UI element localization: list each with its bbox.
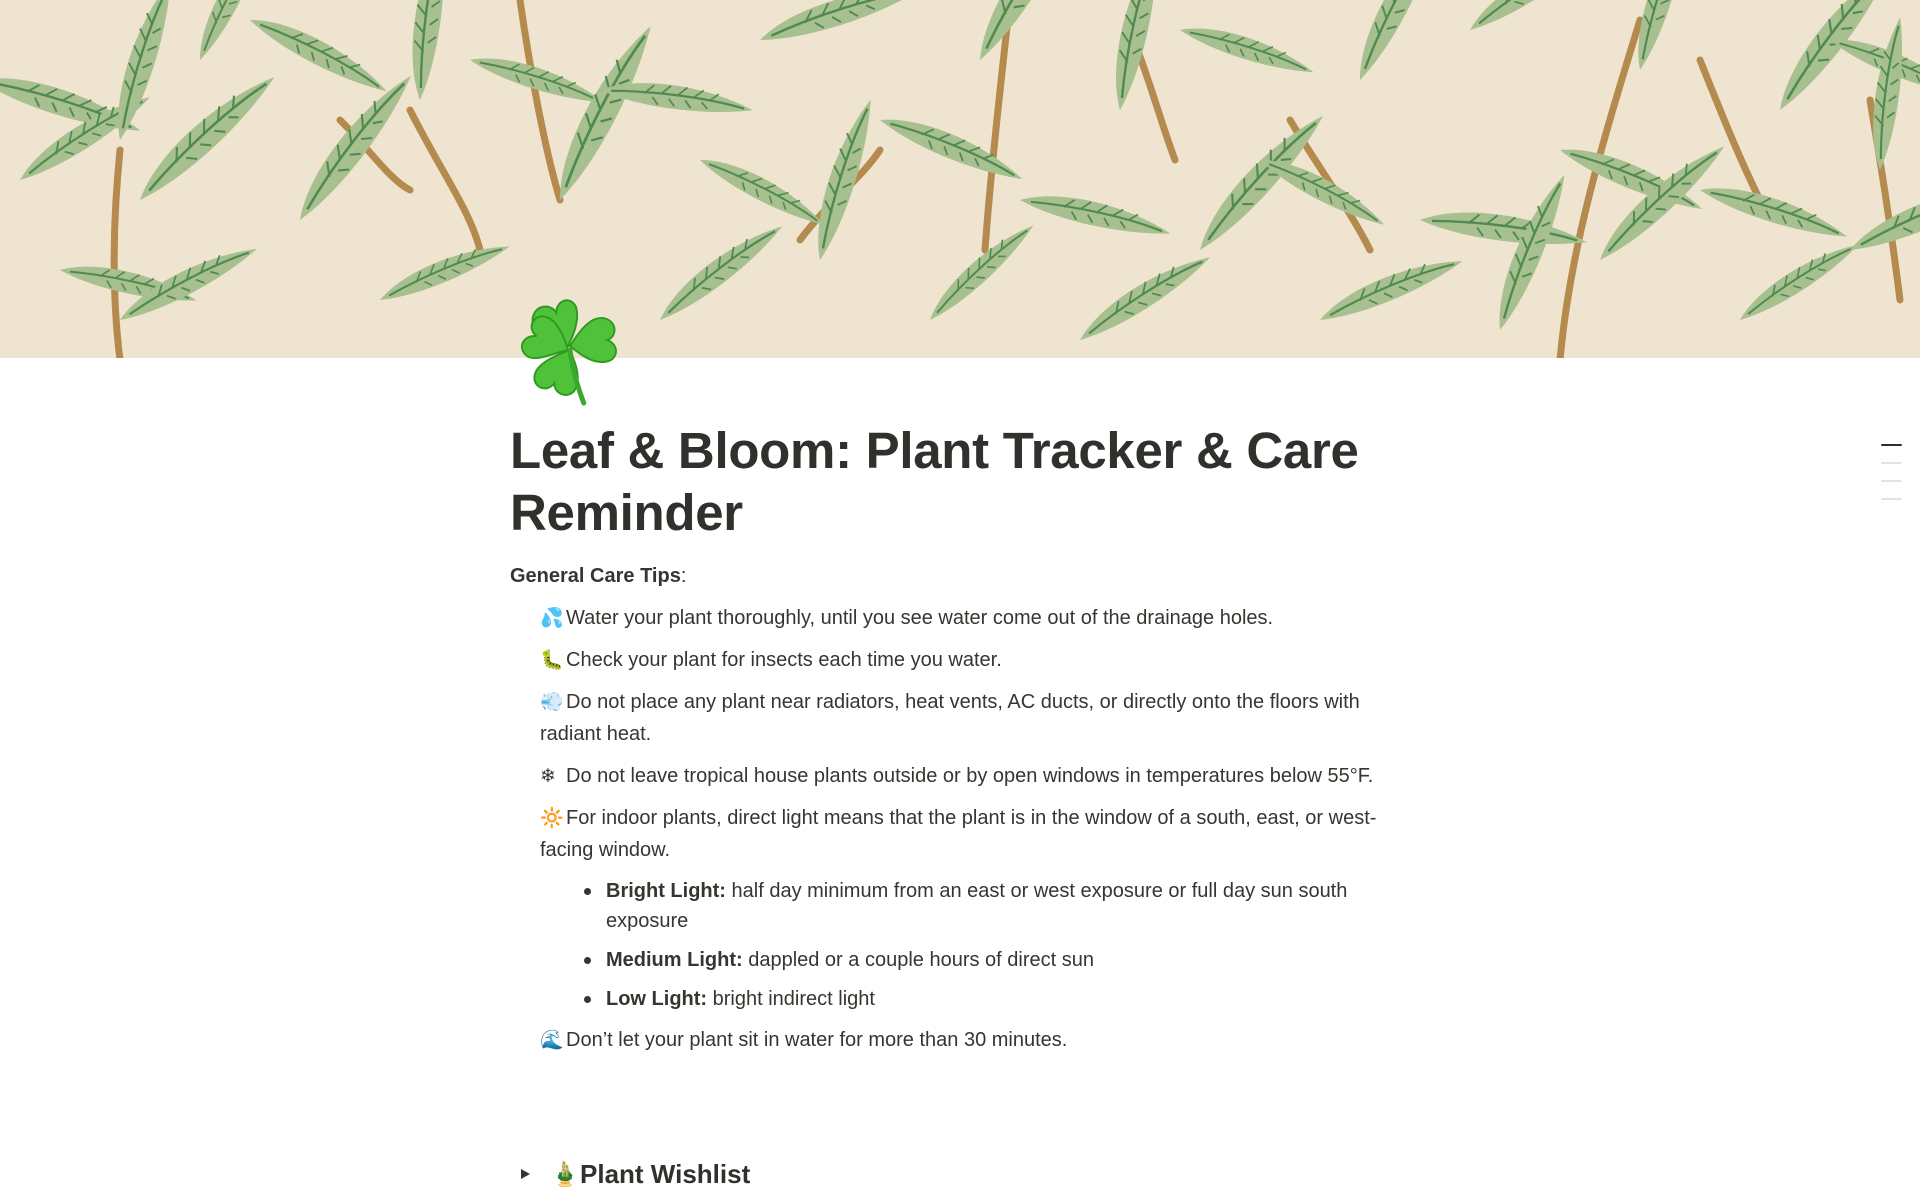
care-tip-text: Don’t let your plant sit in water for more than 30 minutes. <box>566 1029 1068 1051</box>
plant-wishlist-toggle[interactable] <box>510 1153 750 1195</box>
four-leaf-clover-icon[interactable] <box>508 288 632 412</box>
sweat-droplets-icon: 💦 <box>540 607 564 629</box>
care-tip-text: For indoor plants, direct light means that the plant is in the window of a south, east, or west-facing window. <box>540 807 1377 861</box>
care-tips-label-text: General Care Tips <box>510 565 681 587</box>
care-tip-light[interactable] <box>540 802 1410 866</box>
care-tip-standing-water[interactable] <box>540 1024 1410 1056</box>
light-level-label: Bright Light: <box>606 880 726 902</box>
light-level-label: Medium Light: <box>606 949 743 971</box>
list-item-bright-light[interactable] <box>606 876 1410 936</box>
care-tip-text: Water your plant thoroughly, until you see water come out of the drainage holes. <box>566 607 1274 629</box>
care-tips-label-colon: : <box>680 565 687 587</box>
care-tip-cold[interactable] <box>540 760 1410 792</box>
list-item-medium-light[interactable] <box>606 945 1410 975</box>
willow-leaf-pattern-icon <box>0 0 1920 358</box>
cover-image[interactable] <box>0 0 1920 358</box>
sun-icon: 🔆 <box>540 807 564 829</box>
caterpillar-icon: 🐛 <box>540 649 564 671</box>
care-tip-heat[interactable] <box>540 686 1410 750</box>
light-level-text: half day minimum from an east or west exposure or full day sun south exposure <box>606 880 1348 932</box>
light-level-text: dappled or a couple hours of direct sun <box>742 949 1094 971</box>
table-of-contents-rail[interactable] <box>1868 436 1902 508</box>
care-tip-water[interactable] <box>540 602 1410 634</box>
wind-icon: 💨 <box>540 691 564 713</box>
toc-entry-1[interactable] <box>1868 436 1902 454</box>
kadomatsu-icon: 🎍 <box>550 1160 580 1188</box>
page-title[interactable]: Leaf & Bloom: Plant Tracker & Care Reminder <box>510 422 1359 541</box>
care-tip-text: Do not leave tropical house plants outside or by open windows in temperatures below 55°F. <box>566 765 1374 787</box>
light-level-label: Low Light: <box>606 988 708 1010</box>
care-tip-insects[interactable] <box>540 644 1410 676</box>
page-content <box>510 560 1410 1066</box>
care-tip-text: Check your plant for insects each time you water. <box>566 649 1002 671</box>
snowflake-icon: ❄ <box>540 765 556 787</box>
care-tip-text: Do not place any plant near radiators, heat vents, AC ducts, or directly onto the floors with radiant heat. <box>540 691 1360 745</box>
care-tips-label <box>510 560 1410 592</box>
water-wave-icon: 🌊 <box>540 1029 564 1051</box>
toc-entry-4[interactable] <box>1868 490 1902 508</box>
toc-entry-2[interactable] <box>1868 454 1902 472</box>
toggle-triangle-icon[interactable] <box>510 1159 540 1189</box>
toc-entry-3[interactable] <box>1868 472 1902 490</box>
light-levels-list <box>606 876 1410 1014</box>
light-level-text: bright indirect light <box>707 988 875 1010</box>
list-item-low-light[interactable] <box>606 984 1410 1014</box>
plant-wishlist-heading[interactable]: Plant Wishlist <box>580 1158 751 1189</box>
